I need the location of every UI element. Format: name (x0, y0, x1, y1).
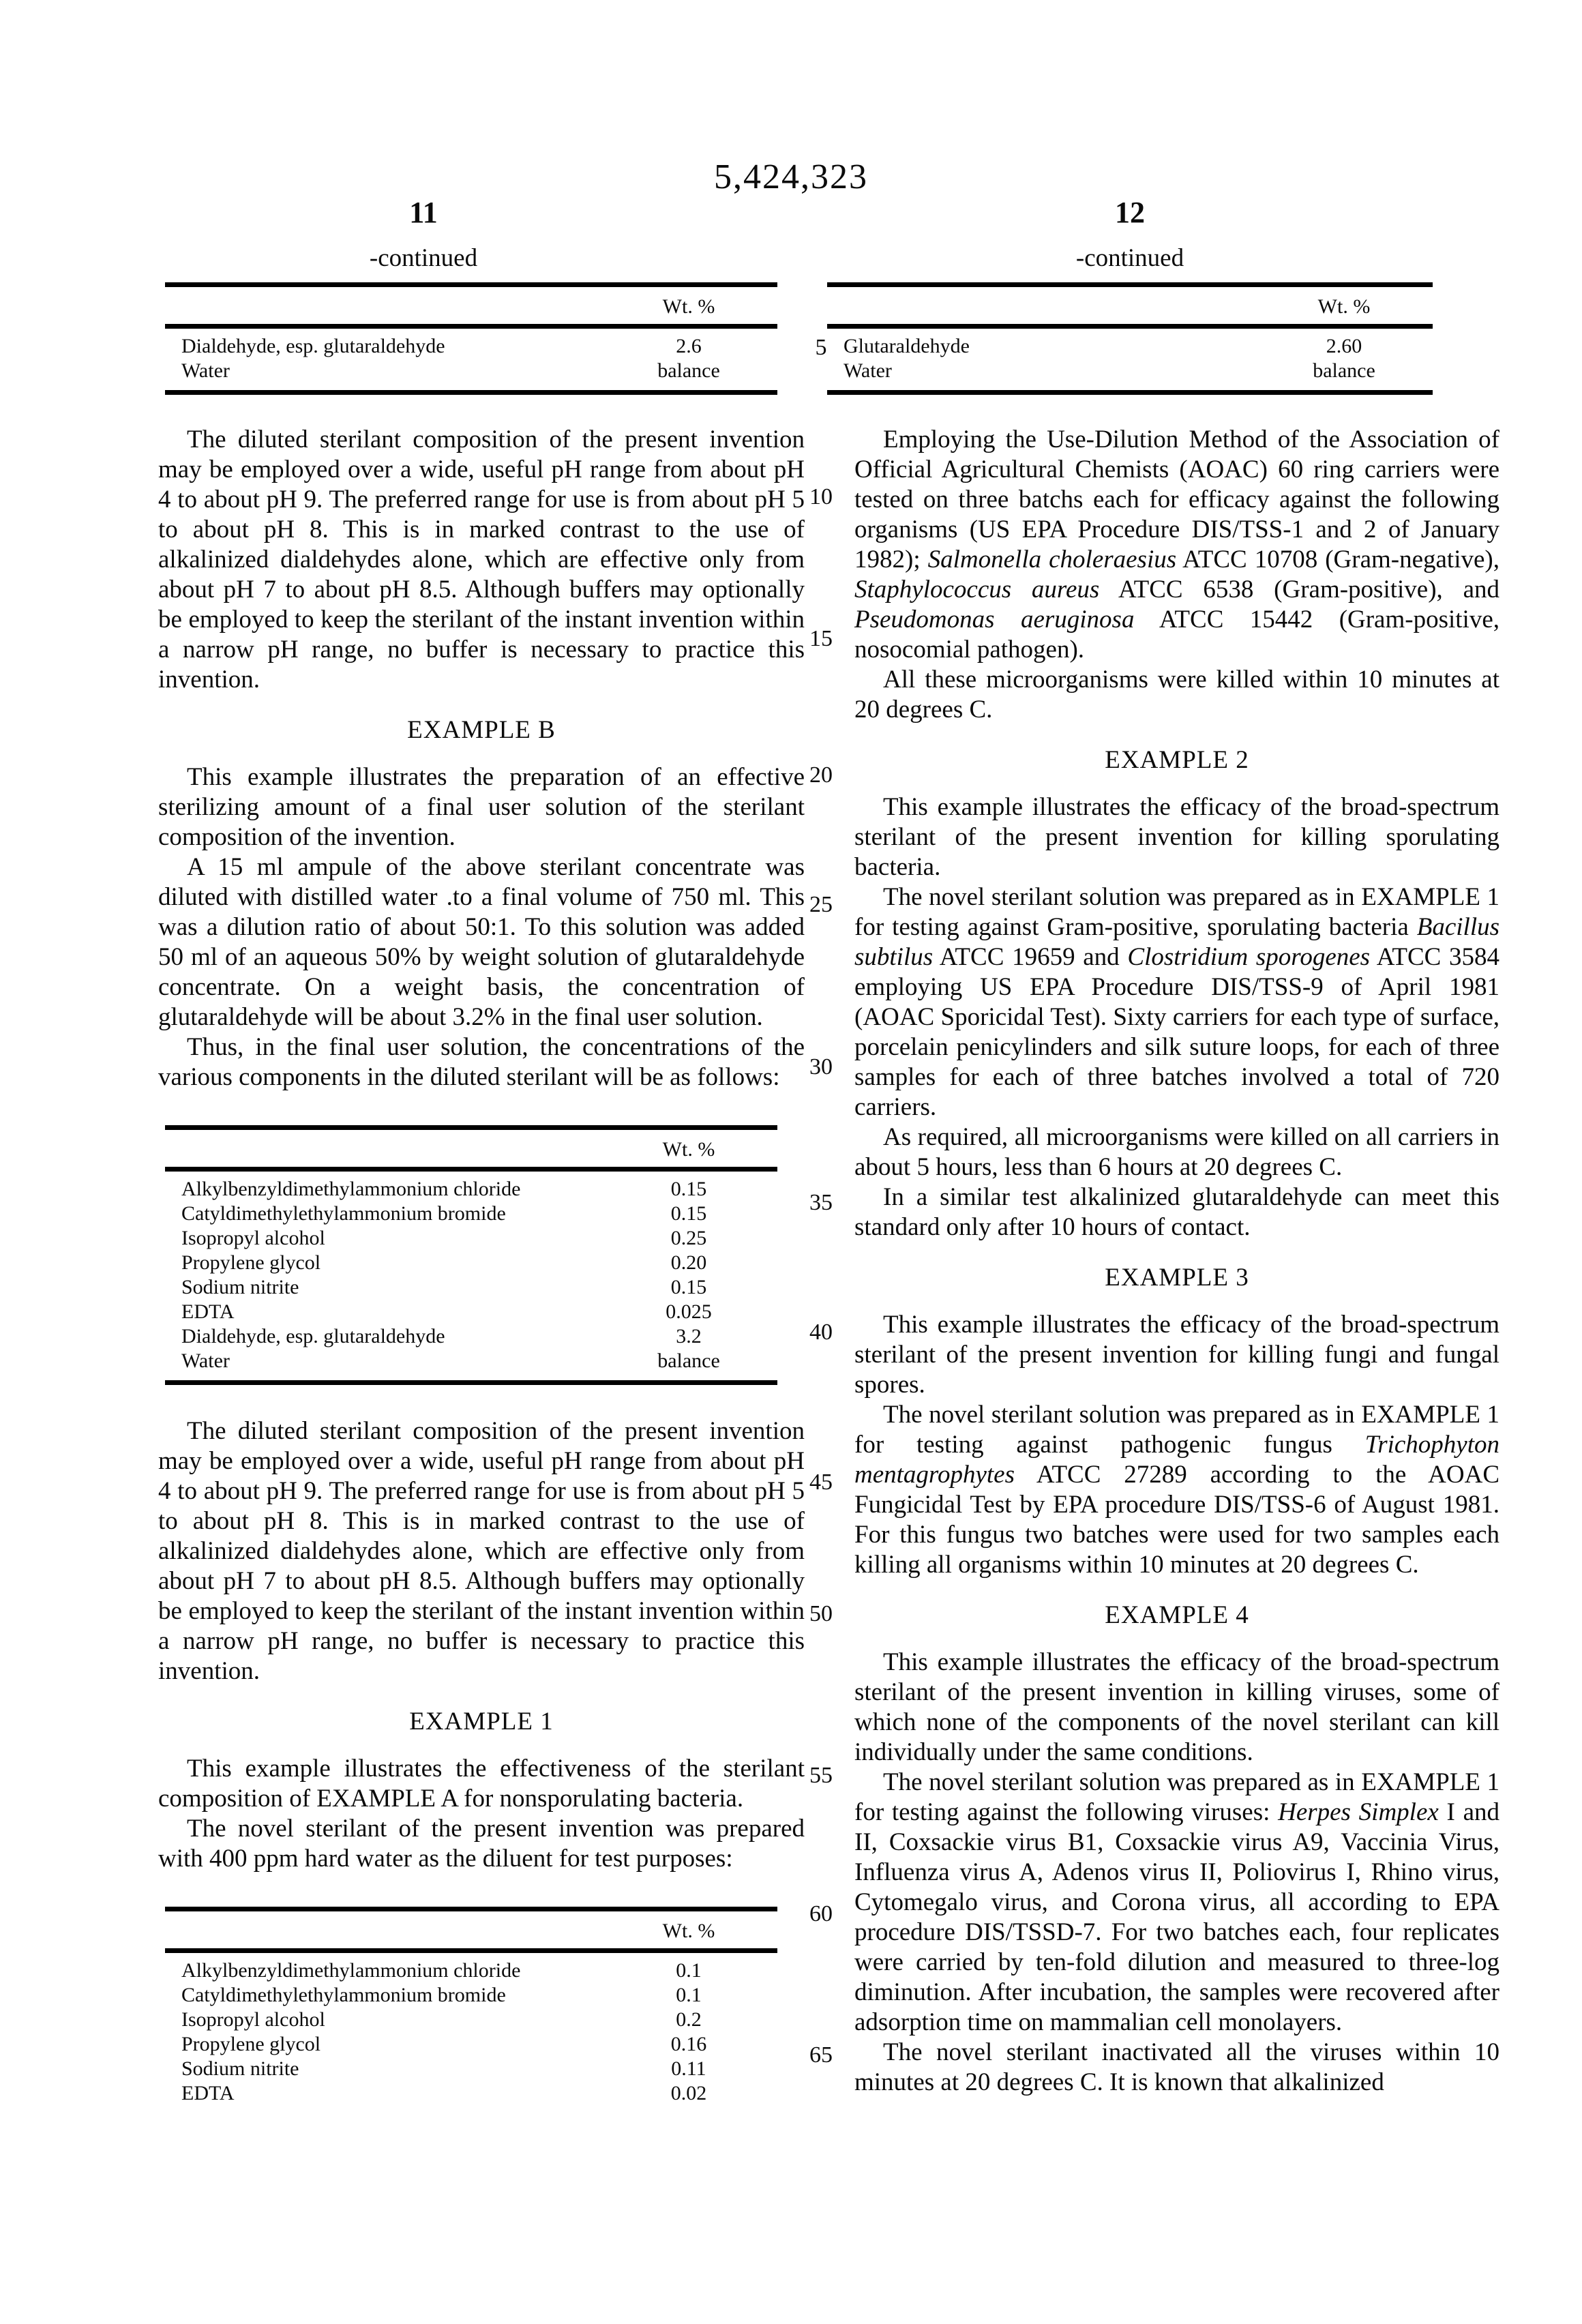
line-number: 40 (809, 1320, 833, 1345)
example-b-paragraph-1: This example illustrates the preparation of an effective sterilizing amount of a final user solution of the sterilant composition of the invention. (158, 763, 805, 851)
ingredient-value: 3.2 (676, 1325, 702, 1347)
line-number: 45 (809, 1470, 833, 1495)
example-1-heading: EXAMPLE 1 (409, 1708, 554, 1735)
line-number: 5 (815, 335, 827, 360)
ingredient-value: 0.15 (670, 1178, 707, 1200)
table-row (165, 1202, 777, 1226)
ingredient-value: 0.025 (666, 1300, 712, 1323)
ingredient-label: Isopropyl alcohol (181, 1227, 325, 1249)
table-row (165, 1324, 777, 1349)
table-header-wt-pct: Wt. % (662, 1920, 715, 1942)
ingredient-label: Catyldimethylethylammonium bromide (181, 1202, 506, 1225)
ingredient-label: Propylene glycol (181, 1251, 321, 1274)
ingredient-label: Water (181, 1350, 230, 1372)
table-row (165, 2057, 777, 2081)
table-header-wt-pct: Wt. % (662, 295, 715, 318)
ingredient-label: Sodium nitrite (181, 1276, 299, 1298)
italic-text: Staphylococcus aureus (854, 576, 1100, 604)
ingredient-value: 0.15 (670, 1276, 707, 1298)
example-2-paragraph-1: This example illustrates the efficacy of the broad-spectrum sterilant of the present invention for killing sporulating bacteria. (854, 793, 1499, 881)
line-number: 15 (809, 626, 833, 651)
ingredient-value: 0.1 (676, 1984, 702, 2006)
column-number-right: 12 (1115, 196, 1145, 229)
table-header-spacer (827, 295, 1255, 318)
table-header-row (827, 287, 1433, 329)
table-row (165, 1983, 777, 2008)
column-number-left: 11 (409, 196, 438, 229)
line-number: 35 (809, 1190, 833, 1215)
table-body (165, 1172, 777, 1380)
ingredient-value: 0.02 (670, 2082, 707, 2104)
table-row (165, 2081, 777, 2106)
continued-label-right: -continued (1075, 244, 1184, 272)
table-body (165, 329, 777, 390)
ingredient-value: balance (657, 359, 720, 382)
paragraph-killed-10-min: All these microorganisms were killed within 10 minutes at 20 degrees C. (854, 666, 1499, 724)
example-2-paragraph-2: The novel sterilant solution was prepared as in EXAMPLE 1 for testing against Gram-positive, sporulating bacteria Bacillus subtilus ATCC 19659 and Clostridium sporogenes ATCC 3584 employing US EPA Procedure DIS/TSS-9 of April 1981 (AOAC Sporicidal Test). Sixty carriers for each type of surface, porcelain penicylinders and silk suture loops, for each of three samples for each of three batches involved a total of 720 carriers. (854, 883, 1500, 1121)
example-2-heading: EXAMPLE 2 (1105, 746, 1249, 774)
ingredient-value: 0.2 (676, 2008, 702, 2031)
table-row (165, 1251, 777, 1275)
ingredient-value: 2.60 (1326, 335, 1362, 357)
table-row (165, 2008, 777, 2032)
table-row (165, 1275, 777, 1300)
paragraph-ph-range-repeat: The diluted sterilant composition of the present invention may be employed over a wide, useful pH range from about pH 4 to about pH 9. The preferred range for use is from about pH 5 to about pH 8. This is in marked contrast to the use of alkalinized dialdehydes alone, which are effective only from about pH 7 to about pH 8.5. Although buffers may optionally be employed to keep the sterilant of the instant invention within a narrow pH range, no buffer is necessary to practice this invention. (158, 1417, 805, 1685)
paragraph-aoac-test: Employing the Use-Dilution Method of the Association of Official Agricultural Chemists (AOAC) 60 ring carriers were tested on three batchs each for efficacy against the following organisms (US EPA Procedure DIS/TSS-1 and 2 of January 1982); Salmonella choleraesius ATCC 10708 (Gram-negative), Staphylococcus aureus ATCC 6538 (Gram-positive), and Pseudomonas aeruginosa ATCC 15442 (Gram-positive, nosocomial pathogen). (854, 426, 1499, 664)
table-row (165, 1349, 777, 1373)
example-1-paragraph-2: The novel sterilant of the present invention was prepared with 400 ppm hard water as the diluent for test purposes: (158, 1815, 805, 1873)
example-4-paragraph-2: The novel sterilant solution was prepared as in EXAMPLE 1 for testing against the following viruses: Herpes Simplex I and II, Coxsackie virus B1, Coxsackie virus A9, Vaccinia Virus, Influenza virus A, Adenos virus II, Poliovirus I, Rhino virus, Cytomegalo virus, and Corona virus, all according to EPA procedure DIS/TSSD-7. For two batches each, four replicates were carried by ten-fold dilution and measured to three-log diminution. After incubation, the samples were recovered after adsorption time on mammalian cell monolayers. (854, 1768, 1499, 2036)
ingredient-value: 0.25 (670, 1227, 707, 1249)
table-header-wt-pct: Wt. % (662, 1138, 715, 1161)
italic-text: Trichophyton mentagrophytes (854, 1431, 1499, 1489)
ingredient-value: 0.1 (676, 1959, 702, 1982)
example-3-heading: EXAMPLE 3 (1105, 1264, 1249, 1292)
table-header-wt-pct: Wt. % (1317, 295, 1371, 318)
table-header-spacer (165, 1138, 600, 1161)
ingredient-label: Propylene glycol (181, 2033, 321, 2055)
hard-water-table (165, 1907, 777, 2113)
italic-text: Pseudomonas aeruginosa (854, 606, 1135, 634)
ingredient-value: balance (1313, 359, 1375, 382)
ingredient-label: Dialdehyde, esp. glutaraldehyde (181, 1325, 445, 1347)
example-b-heading: EXAMPLE B (407, 716, 556, 744)
table-header-spacer (165, 1920, 600, 1943)
table-row (165, 1300, 777, 1324)
line-number: 60 (809, 1901, 833, 1926)
table-header-row (165, 287, 777, 329)
italic-text: Herpes Simplex (1278, 1798, 1439, 1826)
example-b-paragraph-2: A 15 ml ampule of the above sterilant concentrate was diluted with distilled water .to a final volume of 750 ml. This was a dilution ratio of about 50:1. To this solution was added 50 ml of an aqueous 50% by weight solution of glutaraldehyde concentrate. On a weight basis, the concentration of glutaraldehyde will be about 3.2% in the final user solution. (158, 853, 805, 1031)
italic-text: Bacillus subtilus (854, 913, 1499, 971)
ingredient-value: 2.6 (676, 335, 702, 357)
ingredient-label: Dialdehyde, esp. glutaraldehyde (181, 335, 445, 357)
ingredient-value: 0.20 (670, 1251, 707, 1274)
table-row (165, 334, 777, 359)
ingredient-label: Glutaraldehyde (844, 335, 970, 357)
table-row (165, 2032, 777, 2057)
left-column (158, 179, 805, 2144)
line-number: 50 (809, 1601, 833, 1626)
line-number: 55 (809, 1763, 833, 1788)
table-header-row (165, 1911, 777, 1953)
ingredient-value: balance (657, 1350, 720, 1372)
ingredient-value: 0.16 (670, 2033, 707, 2055)
table-row (165, 1958, 777, 1983)
ingredient-value: 0.15 (670, 1202, 707, 1225)
line-number: 20 (809, 762, 833, 788)
italic-text: Clostridium sporogenes (1127, 943, 1371, 971)
line-number: 25 (809, 892, 833, 917)
table-header-spacer (165, 295, 600, 318)
table-body (827, 329, 1433, 390)
continued-table-right (827, 282, 1433, 395)
example-3-paragraph-2: The novel sterilant solution was prepared as in EXAMPLE 1 for testing against pathogenic fungus Trichophyton mentagrophytes ATCC 27289 according to the AOAC Fungicidal Test by EPA procedure DIS/TSS-6 of August 1981. For this fungus two batches were used for two samples each killing all organisms within 10 minutes at 20 degrees C. (854, 1401, 1499, 1579)
table-row (165, 359, 777, 383)
diluted-sterilant-table (165, 1125, 777, 1385)
ingredient-label: Alkylbenzyldimethylammonium chloride (181, 1178, 521, 1200)
example-4-paragraph-3: The novel sterilant inactivated all the viruses within 10 minutes at 20 degrees C. It is known that alkalinized (854, 2038, 1499, 2096)
ingredient-label: Isopropyl alcohol (181, 2008, 325, 2031)
right-column (844, 179, 1500, 2098)
line-number: 65 (809, 2042, 833, 2068)
ingredient-label: Alkylbenzyldimethylammonium chloride (181, 1959, 521, 1982)
example-1-paragraph-1: This example illustrates the effectiveness of the sterilant composition of EXAMPLE A for nonsporulating bacteria. (158, 1755, 805, 1813)
ingredient-label: Water (181, 359, 230, 382)
example-2-paragraph-4: In a similar test alkalinized glutaraldehyde can meet this standard only after 10 hours of contact. (854, 1183, 1499, 1241)
line-number: 30 (809, 1054, 833, 1079)
ingredient-value: 0.11 (671, 2057, 706, 2080)
table-row (165, 1177, 777, 1202)
ingredient-label: EDTA (181, 2082, 235, 2104)
example-2-paragraph-3: As required, all microorganisms were killed on all carriers in about 5 hours, less than 6 hours at 20 degrees C. (854, 1123, 1499, 1181)
ingredient-label: Sodium nitrite (181, 2057, 299, 2080)
example-3-paragraph-1: This example illustrates the efficacy of the broad-spectrum sterilant of the present invention for killing fungi and fungal spores. (854, 1311, 1499, 1399)
table-header-row (165, 1130, 777, 1172)
ingredient-label: Water (844, 359, 892, 382)
example-4-heading: EXAMPLE 4 (1105, 1601, 1249, 1629)
example-b-paragraph-3: Thus, in the final user solution, the concentrations of the various components in the diluted sterilant will be as follows: (158, 1033, 805, 1091)
italic-text: Salmonella choleraesius (927, 546, 1177, 573)
continued-table-left (165, 282, 777, 395)
paragraph-ph-range: The diluted sterilant composition of the present invention may be employed over a wide, useful pH range from about pH 4 to about pH 9. The preferred range for use is from about pH 5 to about pH 8. This is in marked contrast to the use of alkalinized dialdehydes alone, which are effective only from about pH 7 to about pH 8.5. Although buffers may optionally be employed to keep the sterilant of the instant invention within a narrow pH range, no buffer is necessary to practice this invention. (158, 426, 805, 694)
example-4-paragraph-1: This example illustrates the efficacy of the broad-spectrum sterilant of the present invention in killing viruses, some of which none of the components of the novel sterilant can kill individually under the same conditions. (854, 1648, 1499, 1766)
ingredient-label: EDTA (181, 1300, 235, 1323)
table-row (165, 1226, 777, 1251)
ingredient-label: Catyldimethylethylammonium bromide (181, 1984, 506, 2006)
table-row (827, 359, 1433, 383)
table-body (165, 1953, 777, 2113)
patent-number: 5,424,323 (714, 158, 868, 196)
line-number: 10 (809, 484, 833, 509)
table-row (827, 334, 1433, 359)
continued-label-left: -continued (369, 244, 478, 272)
